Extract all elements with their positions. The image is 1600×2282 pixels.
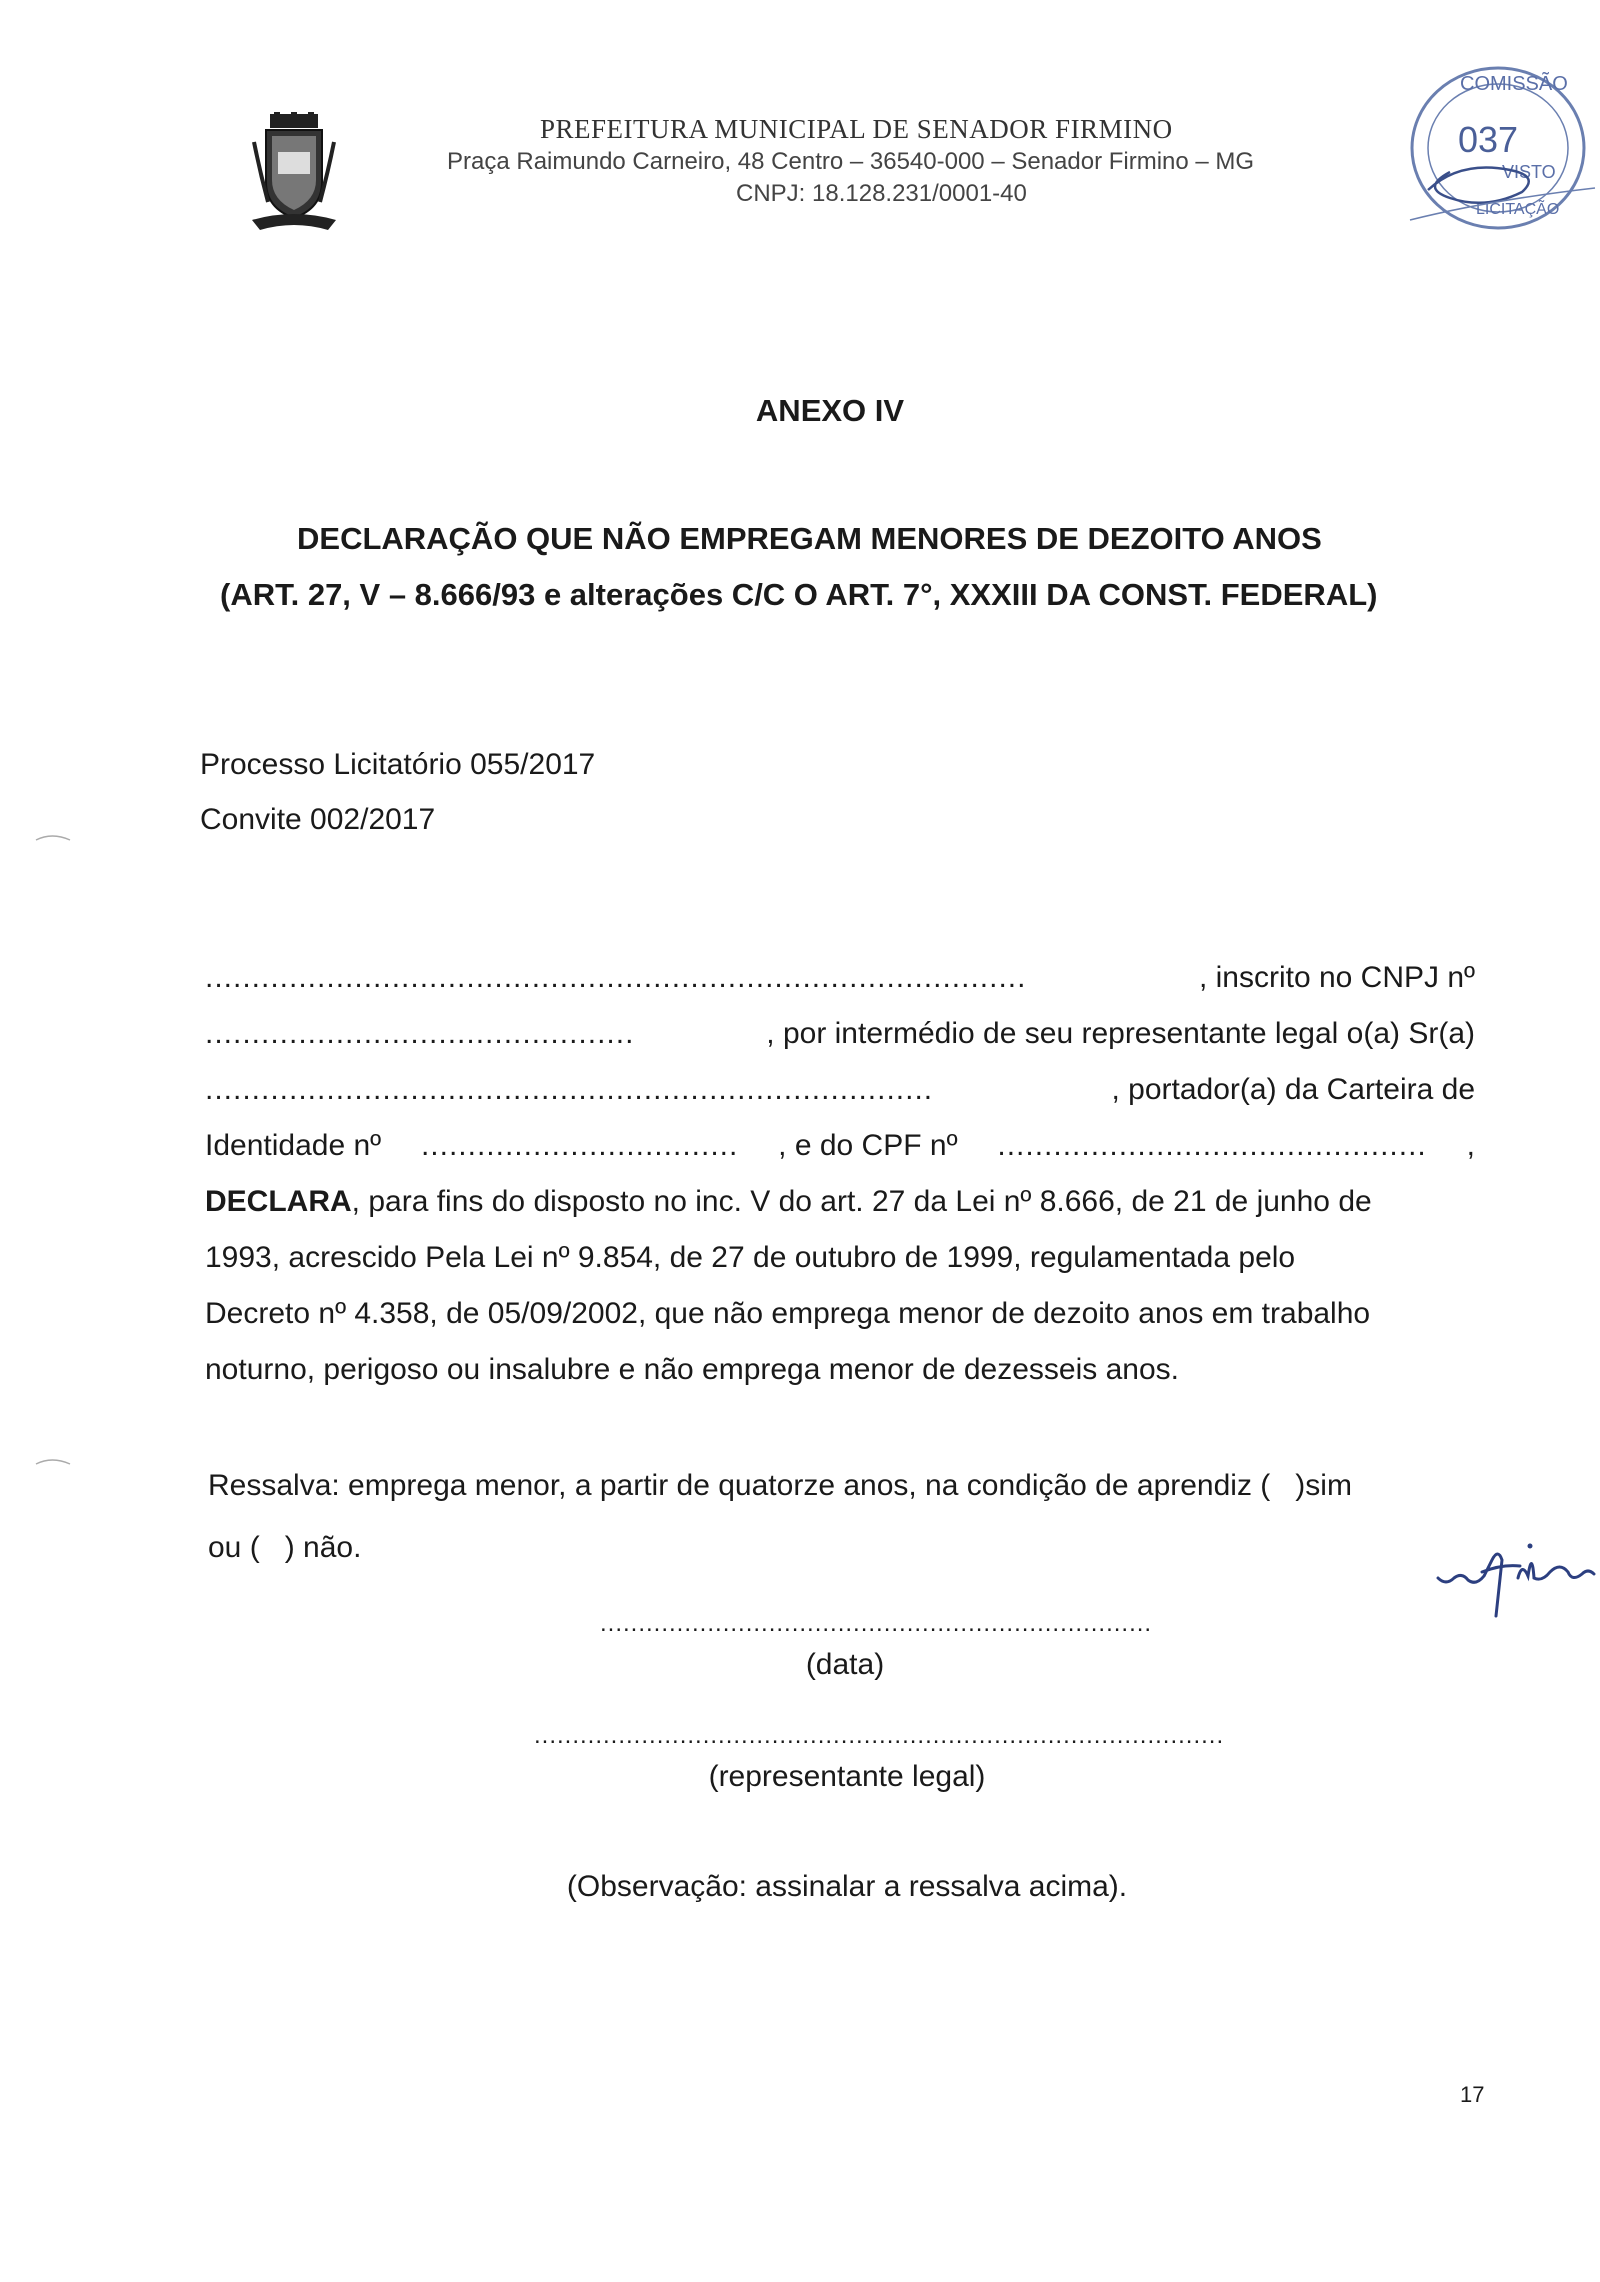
representative-blank: ..............................................................................: [205, 1073, 934, 1106]
identity-label: Identidade nº: [205, 1129, 382, 1162]
body-text-1: , para fins do disposto no inc. V do art. 27 da Lei nº 8.666, de 21 de junho de: [351, 1185, 1372, 1218]
date-blank: ........................................................................: [600, 1610, 1153, 1637]
body-text-4: noturno, perigoso ou insalubre e não emprega menor de dezesseis anos.: [205, 1353, 1179, 1386]
commission-stamp: [1390, 60, 1600, 240]
body-row-company: [205, 950, 1475, 1006]
header-title: PREFEITURA MUNICIPAL DE SENADOR FIRMINO: [540, 114, 1173, 144]
annex-title: ANEXO IV: [755, 393, 905, 428]
ressalva-line-2: ou ( ) não.: [208, 1531, 362, 1564]
process-number: Processo Licitatório 055/2017: [200, 748, 596, 781]
body-row2-text: , por intermédio de seu representante legal o(a) Sr(a): [766, 1017, 1475, 1050]
cpf-label: , e do CPF nº: [778, 1129, 958, 1162]
stamp-text-bottom: LICITAÇÃO: [1476, 201, 1560, 218]
stamp-number: 037: [1458, 119, 1519, 160]
body-row3-text: , portador(a) da Carteira de: [1111, 1073, 1475, 1106]
body-declara-line: [205, 1174, 1475, 1230]
cpf-blank: ..............................................: [997, 1129, 1427, 1162]
header-cnpj: CNPJ: 18.128.231/0001-40: [736, 180, 1027, 207]
identity-row-end: ,: [1466, 1129, 1475, 1162]
scan-edge-mark: [34, 1456, 74, 1468]
declaration-subtitle: (ART. 27, V – 8.666/93 e alterações C/C O ART. 7°, XXXIII DA CONST. FEDERAL): [220, 577, 1378, 612]
convite-number: Convite 002/2017: [200, 803, 436, 836]
body-row-cnpj: [205, 1006, 1475, 1062]
handwritten-initials: [1432, 1520, 1600, 1620]
header-address: Praça Raimundo Carneiro, 48 Centro – 36540-000 – Senador Firmino – MG: [447, 148, 1255, 175]
observation-note: (Observação: assinalar a ressalva acima).: [566, 1870, 1128, 1903]
body-text-3: Decreto nº 4.358, de 05/09/2002, que não emprega menor de dezoito anos em trabalho: [205, 1297, 1371, 1330]
date-label: (data): [805, 1648, 885, 1681]
scan-edge-mark: [34, 832, 74, 844]
ressalva: [208, 1455, 1478, 1579]
company-name-blank: ........................................................................................: [205, 961, 1027, 994]
body-row-identity: [205, 1118, 1475, 1174]
body-text-2: 1993, acrescido Pela Lei nº 9.854, de 27 de outubro de 1999, regulamentada pelo: [205, 1241, 1296, 1274]
identity-blank: ..................................: [420, 1129, 739, 1162]
representative-label: (representante legal): [708, 1760, 986, 1793]
coat-of-arms-icon: [248, 112, 340, 236]
stamp-text-center: VISTO: [1502, 162, 1556, 182]
page-number: 17: [1460, 2082, 1485, 2107]
declaration-title: DECLARAÇÃO QUE NÃO EMPREGAM MENORES DE DEZOITO ANOS: [297, 521, 1322, 556]
stamp-text-top: COMISSÃO: [1460, 73, 1568, 95]
body-row1-text: , inscrito no CNPJ nº: [1198, 961, 1475, 994]
representative-signature-blank: ..........................................................................................: [534, 1722, 1225, 1749]
cnpj-blank: ..............................................: [205, 1017, 635, 1050]
body-row-representative: [205, 1062, 1475, 1118]
declara-word: DECLARA: [205, 1185, 352, 1218]
declaration-body: [205, 950, 1475, 1398]
ressalva-line-1: Ressalva: emprega menor, a partir de quatorze anos, na condição de aprendiz ( )sim: [208, 1469, 1352, 1502]
